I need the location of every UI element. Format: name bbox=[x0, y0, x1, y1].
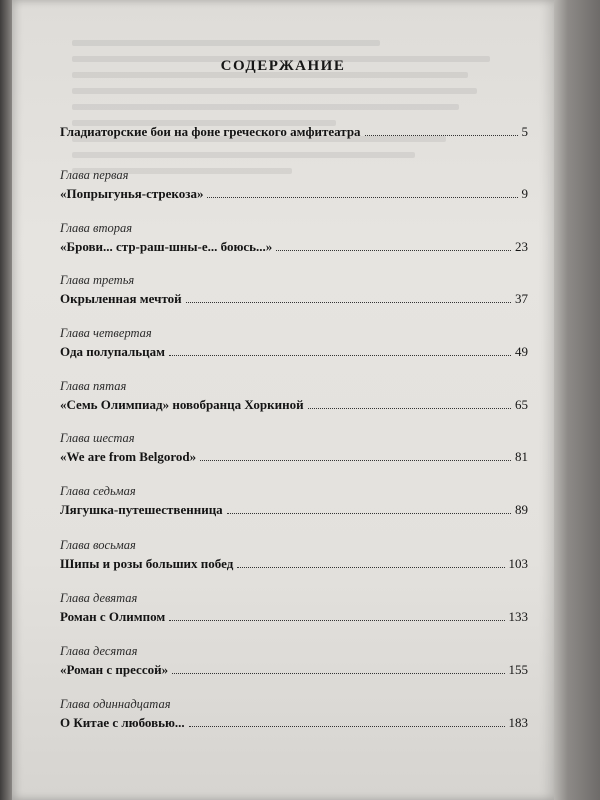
chapter-label: Глава девятая bbox=[60, 591, 138, 605]
entry-title: Гладиаторские бои на фоне греческого амфитеатра bbox=[60, 124, 361, 139]
entry-title: Лягушка-путешественница bbox=[60, 502, 223, 517]
entry-page: 155 bbox=[508, 662, 528, 677]
chapter-label: Глава третья bbox=[60, 273, 135, 287]
toc-chapter-2[interactable] bbox=[60, 219, 528, 257]
book-page bbox=[12, 0, 554, 800]
entry-title: «Роман с прессой» bbox=[60, 662, 169, 677]
leader-dots bbox=[365, 135, 518, 136]
entry-page: 81 bbox=[515, 449, 528, 464]
entry-page: 37 bbox=[515, 291, 528, 306]
leader-dots bbox=[200, 460, 511, 461]
chapter-label: Глава седьмая bbox=[60, 484, 136, 498]
chapter-label: Глава пятая bbox=[60, 379, 127, 393]
leader-dots bbox=[207, 197, 517, 198]
chapter-label: Глава восьмая bbox=[60, 538, 136, 552]
entry-page: 183 bbox=[508, 715, 528, 730]
leader-dots bbox=[308, 408, 511, 409]
entry-title: «Попрыгунья-стрекоза» bbox=[60, 186, 204, 201]
toc-title: СОДЕРЖАНИЕ bbox=[220, 58, 346, 74]
chapter-label: Глава вторая bbox=[60, 221, 133, 235]
entry-title: «Семь Олимпиад» новобранца Хоркиной bbox=[60, 397, 304, 412]
leader-dots bbox=[169, 355, 511, 356]
page-stack-edge bbox=[554, 0, 600, 800]
leader-dots bbox=[237, 567, 504, 568]
entry-page: 103 bbox=[508, 556, 528, 571]
chapter-label: Глава шестая bbox=[60, 431, 135, 445]
book-spine-shadow bbox=[0, 0, 12, 800]
leader-dots bbox=[189, 726, 505, 727]
entry-title: Шипы и розы больших побед bbox=[60, 556, 234, 571]
leader-dots bbox=[186, 302, 511, 303]
toc-chapter-4[interactable] bbox=[60, 324, 528, 362]
leader-dots bbox=[227, 513, 511, 514]
toc-chapter-5[interactable] bbox=[60, 377, 528, 415]
toc-chapter-3[interactable] bbox=[60, 271, 528, 309]
leader-dots bbox=[276, 250, 511, 251]
entry-page: 49 bbox=[515, 344, 528, 359]
entry-page: 5 bbox=[521, 124, 528, 139]
chapter-label: Глава четвертая bbox=[60, 326, 152, 340]
entry-title: О Китае с любовью... bbox=[60, 715, 185, 730]
toc-chapter-11[interactable] bbox=[60, 695, 528, 733]
entry-page: 133 bbox=[508, 609, 528, 624]
toc-chapter-9[interactable] bbox=[60, 589, 528, 627]
leader-dots bbox=[169, 620, 504, 621]
entry-page: 89 bbox=[515, 502, 528, 517]
entry-page: 23 bbox=[515, 239, 528, 254]
entry-title: Роман с Олимпом bbox=[60, 609, 166, 624]
chapter-label: Глава одиннадцатая bbox=[60, 697, 171, 711]
toc-chapter-8[interactable] bbox=[60, 536, 528, 574]
entry-title: «We are from Belgorod» bbox=[60, 449, 197, 464]
entry-title: «Брови... стр-раш-шны-е... боюсь...» bbox=[60, 239, 273, 254]
toc-intro-entry[interactable] bbox=[60, 122, 528, 142]
toc-chapter-1[interactable] bbox=[60, 166, 528, 204]
entry-page: 65 bbox=[515, 397, 528, 412]
toc-chapter-10[interactable] bbox=[60, 642, 528, 680]
entry-page: 9 bbox=[521, 186, 528, 201]
entry-title: Окрыленная мечтой bbox=[60, 291, 182, 306]
chapter-label: Глава десятая bbox=[60, 644, 138, 658]
chapter-label: Глава первая bbox=[60, 168, 129, 182]
entry-title: Ода полупальцам bbox=[60, 344, 165, 359]
toc-chapter-6[interactable] bbox=[60, 429, 528, 467]
toc-chapter-7[interactable] bbox=[60, 482, 528, 520]
leader-dots bbox=[172, 673, 504, 674]
